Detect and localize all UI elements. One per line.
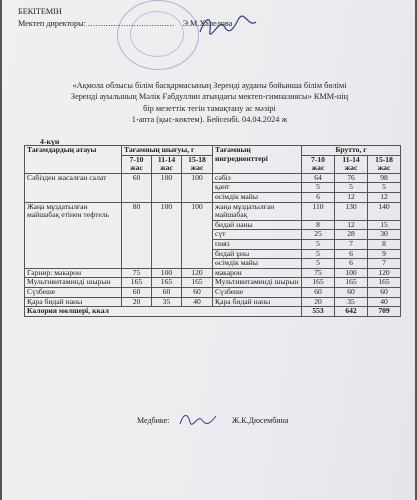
table-row xyxy=(25,202,401,220)
table-row xyxy=(25,278,401,288)
age-header: 7-10 жас xyxy=(302,155,335,173)
age-header: 15-18 жас xyxy=(368,155,401,173)
gross-cell: 25 xyxy=(302,230,335,240)
title-line: «Ақмола облысы білім басқармасының Зеренді ауданы бойынша білім бөлімі xyxy=(72,81,347,90)
gross-cell: 165 xyxy=(368,278,401,288)
calories-row xyxy=(25,307,401,317)
ingredient-cell: бидай наны xyxy=(213,220,302,230)
dish-cell: Сәбізден жасалған салат xyxy=(25,173,122,202)
menu-document xyxy=(2,0,415,500)
menu-table xyxy=(24,145,401,317)
gross-cell: 7 xyxy=(335,239,368,249)
ingredient-cell: сәбіз xyxy=(213,173,302,183)
output-cell: 165 xyxy=(152,278,182,288)
title-line: Зеренді ауылының Мәлік Ғабдуллин атындағы мектеп-гимназиясы» КММ-нің xyxy=(70,92,349,102)
gross-cell: 6 xyxy=(302,192,335,202)
director-signature xyxy=(198,12,258,38)
gross-cell: 60 xyxy=(335,287,368,297)
ingredient-cell: Қара бидай наны xyxy=(213,297,302,307)
age-header: 11-14 жас xyxy=(335,155,368,173)
output-cell: 100 xyxy=(152,202,182,268)
ingredient-cell: бидай ұны xyxy=(213,249,302,259)
director-label: Мектеп директоры: xyxy=(18,19,86,28)
gross-cell: 5 xyxy=(302,183,335,193)
gross-cell: 120 xyxy=(368,268,401,278)
title-line: 1-апта (қыс-көктем). Бейсенбі. 04.04.2024 ж xyxy=(131,114,288,124)
gross-cell: 6 xyxy=(335,259,368,269)
ingredient-cell: жаңа мұздатылған майшабақ xyxy=(213,202,302,220)
gross-cell: 110 xyxy=(302,202,335,220)
signature-line: .................................. xyxy=(87,19,175,28)
output-cell: 60 xyxy=(152,287,182,297)
gross-cell: 12 xyxy=(335,220,368,230)
gross-cell: 5 xyxy=(302,239,335,249)
output-cell: 60 xyxy=(182,287,213,297)
calories-value: 642 xyxy=(335,307,368,317)
gross-cell: 7 xyxy=(368,259,401,269)
output-cell: 100 xyxy=(152,268,182,278)
gross-cell: 30 xyxy=(368,230,401,240)
gross-cell: 12 xyxy=(368,192,401,202)
gross-cell: 5 xyxy=(302,249,335,259)
gross-cell: 165 xyxy=(335,278,368,288)
ingredient-cell: өсімдік майы xyxy=(213,192,302,202)
gross-cell: 20 xyxy=(302,297,335,307)
nurse-signature xyxy=(178,410,218,428)
menu-title xyxy=(32,80,387,125)
ingredient-cell: пияз xyxy=(213,239,302,249)
calories-value: 709 xyxy=(368,307,401,317)
gross-cell: 6 xyxy=(335,249,368,259)
approve-label: БЕКІТЕМІН xyxy=(18,7,62,16)
age-header: 15-18 жас xyxy=(182,155,213,173)
age-header: 11-14 жас xyxy=(152,155,182,173)
director-name: Э.М.Халелова xyxy=(182,19,233,28)
dish-cell: Мультивитаминді шырын xyxy=(25,278,122,288)
ingredient-cell: өсімдік майы xyxy=(213,259,302,269)
gross-cell: 28 xyxy=(335,230,368,240)
table-row xyxy=(25,287,401,297)
output-cell: 35 xyxy=(152,297,182,307)
gross-cell: 98 xyxy=(368,173,401,183)
output-cell: 40 xyxy=(182,297,213,307)
output-header: Тағамның шығуы, г xyxy=(122,146,213,156)
calories-value: 553 xyxy=(302,307,335,317)
gross-cell: 8 xyxy=(368,239,401,249)
gross-cell: 15 xyxy=(368,220,401,230)
dish-cell: Қара бидай наны xyxy=(25,297,122,307)
table-row xyxy=(25,173,401,183)
gross-cell: 100 xyxy=(335,268,368,278)
output-cell: 100 xyxy=(182,173,213,202)
gross-cell: 60 xyxy=(368,287,401,297)
gross-cell: 8 xyxy=(302,220,335,230)
gross-cell: 5 xyxy=(335,183,368,193)
output-cell: 20 xyxy=(122,297,152,307)
gross-cell: 40 xyxy=(368,297,401,307)
gross-cell: 140 xyxy=(368,202,401,220)
output-cell: 60 xyxy=(122,173,152,202)
gross-cell: 76 xyxy=(335,173,368,183)
output-cell: 80 xyxy=(122,202,152,268)
ingredients-header: Тағамның ингредиенттері xyxy=(213,146,302,174)
dish-cell: Жаңа мұздатылған майшабақ етінен тефтель xyxy=(25,202,122,268)
output-cell: 75 xyxy=(122,268,152,278)
gross-cell: 9 xyxy=(368,249,401,259)
dish-header: Тағамдардың атауы xyxy=(25,146,122,174)
calories-label: Калория мөлшері, ккал xyxy=(25,307,302,317)
output-cell: 100 xyxy=(182,202,213,268)
ingredient-cell: макарон xyxy=(213,268,302,278)
ingredient-cell: сүт xyxy=(213,230,302,240)
gross-cell: 5 xyxy=(368,183,401,193)
gross-cell: 75 xyxy=(302,268,335,278)
dish-cell: Сүзбеше xyxy=(25,287,122,297)
gross-cell: 12 xyxy=(335,192,368,202)
gross-cell: 165 xyxy=(302,278,335,288)
age-header: 7-10 жас xyxy=(122,155,152,173)
nurse-name: Ж.К.Дюсембина xyxy=(232,416,289,425)
gross-cell: 60 xyxy=(302,287,335,297)
gross-cell: 64 xyxy=(302,173,335,183)
output-cell: 165 xyxy=(122,278,152,288)
title-line: бір мезеттік тегін тамақтану ас мәзірі xyxy=(143,103,276,113)
gross-cell: 5 xyxy=(302,259,335,269)
output-cell: 120 xyxy=(182,268,213,278)
nurse-label: Медбике: xyxy=(137,416,170,425)
output-cell: 60 xyxy=(122,287,152,297)
gross-cell: 35 xyxy=(335,297,368,307)
output-cell: 165 xyxy=(182,278,213,288)
ingredient-cell: Мультивитаминді шырын xyxy=(213,278,302,288)
day-label: 4-күн xyxy=(40,137,60,146)
ingredient-cell: Сүзбеше xyxy=(213,287,302,297)
output-cell: 100 xyxy=(152,173,182,202)
gross-header: Брутто, г xyxy=(302,146,401,156)
table-header-row xyxy=(25,146,401,156)
ingredient-cell: қант xyxy=(213,183,302,193)
gross-cell: 130 xyxy=(335,202,368,220)
dish-cell: Гарнир: макарон xyxy=(25,268,122,278)
